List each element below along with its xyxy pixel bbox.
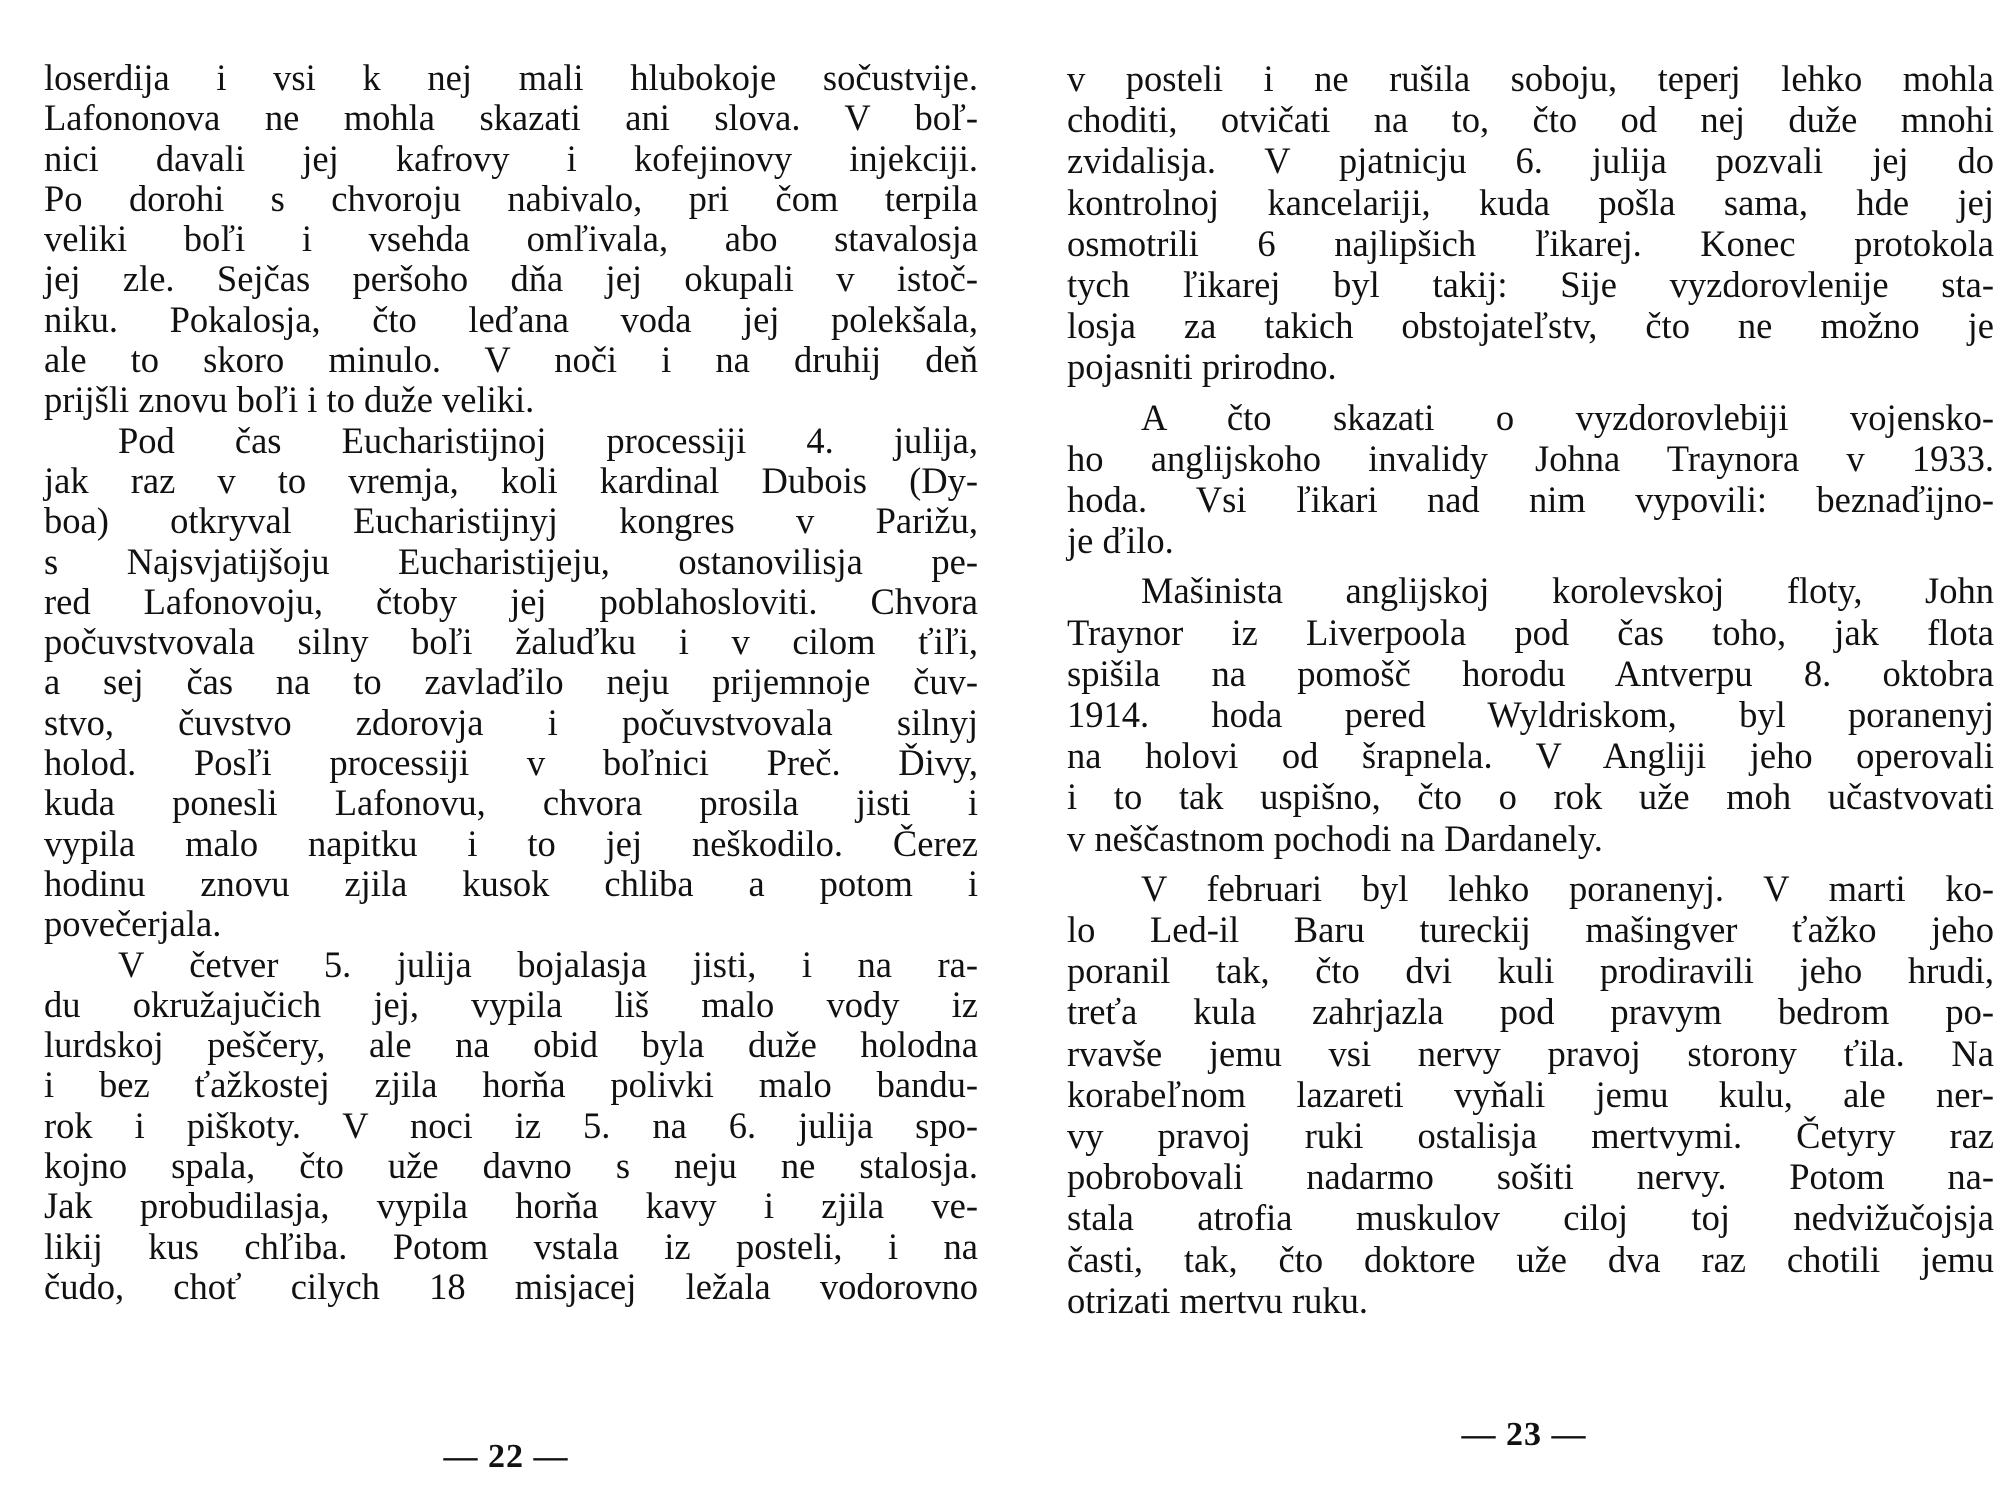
left-page-text (44, 58, 978, 1307)
text-line: časti, tak, čto doktore uže dva raz chotili jemu (1067, 1238, 1994, 1280)
right-page (1067, 58, 1994, 1488)
text-line: otrizati mertvu ruku. (1067, 1279, 1369, 1321)
text-line: spišila na pomošč horodu Antverpu 8. oktobra (1067, 652, 1994, 694)
paragraph (44, 58, 978, 421)
page-number-right: — 23 — (1461, 1416, 1587, 1453)
text-line: kuda ponesli Lafonovu, chvora prosila jisti i (44, 782, 978, 824)
text-line: losja za takich obstojateľstv, čto ne možno je (1067, 305, 1994, 347)
text-line: tych ľikarej byl takij: Sije vyzdorovlenije sta- (1067, 264, 1994, 306)
text-line: Po dorohi s chvoroju nabivalo, pri čom terpila (44, 177, 978, 219)
text-line: vy pravoj ruki ostalisja mertvymi. Četyry raz (1067, 1115, 1994, 1157)
text-line: na holovi od šrapnela. V Angliji jeho operovali (1067, 735, 1994, 777)
text-line: rvavše jemu vsi nervy pravoj storony ťila. Na (1067, 1032, 1994, 1074)
text-line: hoda. Vsi ľikari nad nim vypovili: beznaďijno- (1067, 479, 1994, 521)
text-line: kontrolnoj kancelariji, kuda pošla sama, hde jej (1067, 181, 1994, 223)
text-line: lo Led-il Baru tureckij mašingver ťažko jeho (1067, 909, 1994, 951)
text-line: rok i piškoty. V noci iz 5. na 6. julija spo- (44, 1104, 978, 1146)
paragraph (44, 945, 978, 1308)
text-line: Traynor iz Liverpoola pod čas toho, jak flota (1067, 611, 1994, 653)
text-line: ho anglijskoho invalidy Johna Traynora v 1933. (1067, 437, 1994, 479)
text-line: korabeľnom lazareti vyňali jemu kulu, ale ner- (1067, 1073, 1994, 1115)
paragraph (44, 421, 978, 945)
text-line: nici davali jej kafrovy i kofejinovy injekciji. (44, 137, 978, 179)
text-line: treťa kula zahrjazla pod pravym bedrom po- (1067, 991, 1994, 1033)
text-line: niku. Pokalosja, čto leďana voda jej polekšala, (44, 298, 978, 340)
text-line: zvidalisja. V pjatnicju 6. julija pozvali jej do (1067, 140, 1994, 182)
text-line: pobrobovali nadarmo sošiti nervy. Potom na- (1067, 1156, 1994, 1198)
text-line: lurdskoj peščery, ale na obid byla duže holodna (44, 1024, 978, 1066)
text-line: prijšli znovu boľi i to duže veliki. (44, 379, 535, 421)
text-line: boa) otkryval Eucharistijnyj kongres v Parižu, (44, 500, 978, 542)
text-line: čudo, choť cilych 18 misjacej ležala vodorovno (44, 1265, 978, 1307)
text-line: v posteli i ne rušila soboju, teperj lehko mohla (1067, 58, 1994, 99)
text-line: v neščastnom pochodi na Dardanely. (1067, 817, 1603, 859)
text-line: jak raz v to vremja, koli kardinal Dubois (Dy- (44, 459, 978, 501)
text-line: 1914. hoda pered Wyldriskom, byl poranenyj (1067, 694, 1994, 736)
text-line: choditi, otvičati na to, čto od nej duže mnohi (1067, 99, 1994, 141)
text-line: red Lafonovoju, čtoby jej poblahosloviti. Chvora (44, 580, 978, 622)
text-line: vypila malo napitku i to jej neškodilo. Čerez (44, 822, 978, 864)
text-line: Mašinista anglijskoj korolevskoj floty, John (1141, 570, 1994, 612)
text-line: likij kus chľiba. Potom vstala iz posteli, i na (44, 1225, 978, 1267)
text-line: loserdija i vsi k nej mali hlubokoje sočustvije. (44, 57, 978, 98)
text-line: stvo, čuvstvo zdorovja i počuvstvovala silnyj (44, 701, 978, 743)
text-line: jej zle. Sejčas peršoho dňa jej okupali v istoč- (44, 258, 978, 300)
text-line: hodinu znovu zjila kusok chliba a potom i (44, 862, 978, 904)
text-line: Pod čas Eucharistijnoj processiji 4. julija, (118, 419, 978, 461)
text-line: ale to skoro minulo. V noči i na druhij deň (44, 339, 978, 381)
text-line: osmotrili 6 najlipšich ľikarej. Konec protokola (1067, 222, 1994, 264)
right-page-text (1067, 58, 1994, 1321)
text-line: V četver 5. julija bojalasja jisti, i na ra- (118, 943, 978, 985)
text-line: počuvstvovala silny boľi žaluďku i v cilom ťiľi, (44, 621, 978, 663)
text-line: s Najsvjatijšoju Eucharistijeju, ostanovilisja pe- (44, 540, 978, 582)
text-line: pojasniti prirodno. (1067, 346, 1337, 388)
left-page (44, 58, 978, 1488)
text-line: Jak probudilasja, vypila horňa kavy i zjila ve- (44, 1185, 978, 1227)
text-line: a sej čas na to zavlaďilo neju prijemnoje čuv- (44, 661, 978, 703)
text-line: je ďilo. (1067, 520, 1174, 562)
text-line: veliki boľi i vsehda omľivala, abo stavalosja (44, 218, 978, 260)
paragraph (1067, 397, 1994, 562)
text-line: A čto skazati o vyzdorovlebiji vojensko- (1141, 396, 1994, 438)
text-line: povečerjala. (44, 903, 222, 945)
text-line: Lafononova ne mohla skazati ani slova. V boľ- (44, 97, 978, 139)
text-line: i to tak uspišno, čto o rok uže moh učastvovati (1067, 776, 1994, 818)
text-line: V februari byl lehko poranenyj. V marti ko- (1141, 867, 1994, 909)
page-number-left: — 22 — (443, 1438, 569, 1475)
text-line: du okružajučich jej, vypila liš malo vody iz (44, 983, 978, 1025)
paragraph (1067, 570, 1994, 858)
paragraph (1067, 868, 1994, 1321)
text-line: kojno spala, čto uže davno s neju ne stalosja. (44, 1145, 978, 1187)
text-line: i bez ťažkostej zjila horňa polivki malo bandu- (44, 1064, 978, 1106)
text-line: holod. Posľi processiji v boľnici Preč. Ďivy, (44, 742, 978, 784)
text-line: stala atrofia muskulov ciloj toj nedvižučojsja (1067, 1197, 1994, 1239)
text-line: poranil tak, čto dvi kuli prodiravili jeho hrudi, (1067, 950, 1994, 992)
paragraph (1067, 58, 1994, 388)
